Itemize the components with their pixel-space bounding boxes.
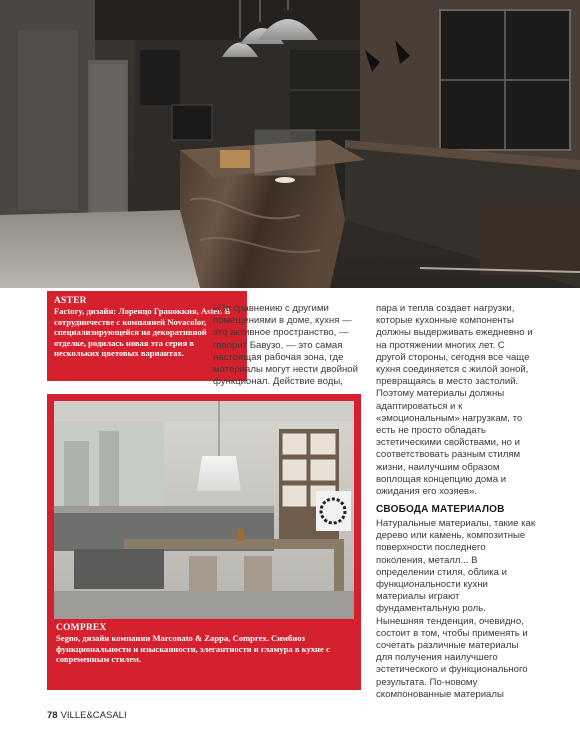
- article-paragraph-3: Натуральные материалы, такие как дерево или камень, композитные поверхности последнего поколения, металл... В определении стиля, облика и функциональности кухни материалы играют фундаментальную роль. Нынешняя тенденция, очевидно, состоит в том, чтобы применять и сочетать различные материалы для получения наилучшего эстетического и функционального результата. По-новому скомпонованные материалы: [376, 518, 536, 700]
- kitchen-photo-comprex: [54, 401, 354, 619]
- article-paragraph-1: «По сравнению с другими помещениями в доме, кухня — это активное пространство, — говорит Бавузо, — это самая настоящая рабочая зона, где материалы могут нести двойной функционал. Действие воды,: [213, 303, 358, 388]
- comprex-frame: [47, 394, 361, 690]
- page-number: 78: [47, 710, 58, 721]
- article-column-1: [213, 303, 363, 388]
- kitchen-illustration-light: [54, 401, 354, 619]
- article-paragraph-2: пара и тепла создает нагрузки, которые кухонные компоненты должны выдерживать ежедневно и на протяжении многих лет. С другой стороны, сегодня все чаще кухня соединяется с жилой зоной, превращаясь в место застолий. Поэтому материалы должны адаптироваться и к «эмоциональным» нагрузкам, то есть не просто обладать эстетическими свойствами, но и соответствовать разным стилям жизни, наилучшим образом воплощая концепцию дома и ожидания его хозяев».: [376, 303, 533, 498]
- caption-aster-text: Factory, дизайн: Лоренцо Граноккия, Aster. В сотрудничестве с компанией Novacolor, специализирующейся на декоративной отделке, родилась новая эта серия в нескольких цветовых вариантах.: [54, 306, 231, 359]
- page-footer: [47, 710, 127, 721]
- kitchen-illustration-dark: [0, 0, 580, 288]
- article-column-2: [376, 303, 536, 498]
- caption-comprex-text: Segno, дизайн компании Marconato & Zappa, Comprex. Симбиоз функциональности и изысканности, элегантности и гламура в кухне с современным стилем.: [56, 633, 330, 665]
- article-column-3: [376, 504, 536, 701]
- kitchen-photo-aster: [0, 0, 580, 288]
- caption-comprex: [54, 619, 354, 665]
- caption-comprex-title: COMPREX: [56, 623, 107, 633]
- section-subheading: СВОБОДА МАТЕРИАЛОВ: [376, 504, 505, 515]
- caption-aster-title: ASTER: [54, 296, 87, 306]
- magazine-name: VILLE&CASALI: [60, 710, 127, 721]
